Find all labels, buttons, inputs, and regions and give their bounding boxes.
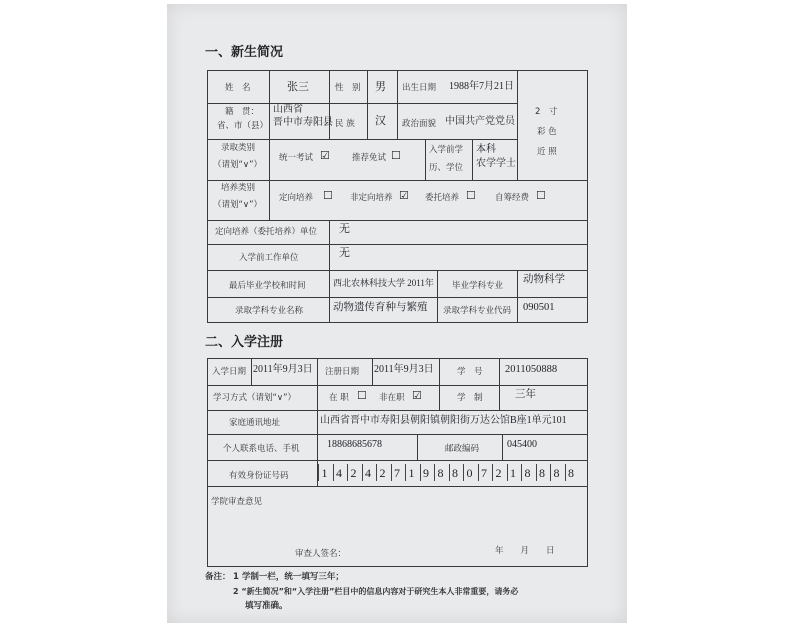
training-option-nondirected: 非定向培养 xyxy=(350,193,393,203)
duration-label: 学 制 xyxy=(457,393,483,403)
id-digit-box: 8 xyxy=(536,464,548,481)
admit-code-value: 090501 xyxy=(523,302,555,313)
ethnicity-label: 民 族 xyxy=(335,119,355,129)
prior-edu-label: 入学前学 xyxy=(429,145,464,155)
id-digit-box: 7 xyxy=(391,464,403,481)
reviewer-signature-label: 审查人签名： xyxy=(295,549,347,559)
id-digit-box: 1 xyxy=(318,464,330,481)
section-title-profile: 一、新生简况 xyxy=(205,45,284,60)
row-divider xyxy=(207,139,517,140)
training-option-commissioned: 委托培养 xyxy=(425,193,460,203)
row-divider xyxy=(207,486,588,487)
row-divider xyxy=(207,103,517,104)
photo-placeholder-text: 2 寸 xyxy=(535,107,558,117)
training-type-label: （请划“∨”） xyxy=(213,200,263,210)
row-divider xyxy=(207,434,588,435)
row-divider xyxy=(207,385,588,386)
checkbox-commissioned[interactable]: ☐ xyxy=(466,190,476,202)
id-number-label: 有效身份证号码 xyxy=(229,471,289,481)
id-digit-box: 2 xyxy=(492,464,504,481)
checkbox-fulltime[interactable]: ☑ xyxy=(412,390,422,402)
postcode-label: 邮政编码 xyxy=(445,444,480,454)
table1-border xyxy=(207,70,208,323)
postcode-value: 045400 xyxy=(507,439,537,450)
col-divider xyxy=(417,434,418,460)
col-divider xyxy=(397,70,398,139)
row-divider xyxy=(207,460,588,461)
politics-value: 中国共产党党员 xyxy=(445,116,515,127)
admit-major-value: 动物遗传育种与繁殖 xyxy=(333,302,428,313)
photo-placeholder-text: 近 照 xyxy=(537,147,557,157)
col-divider xyxy=(517,270,518,322)
col-divider xyxy=(499,385,500,410)
reg-date-value: 2011年9月3日 xyxy=(374,364,434,375)
study-mode-option-inservice: 在 职 xyxy=(329,393,349,403)
table1-border xyxy=(587,70,588,323)
prior-edu-value: 本科 xyxy=(476,144,496,155)
section-title-registration: 二、入学注册 xyxy=(205,335,284,350)
table1-border xyxy=(207,322,588,323)
last-school-value: 西北农林科技大学 2011年 xyxy=(333,278,434,288)
prior-work-value: 无 xyxy=(339,247,350,259)
gender-value: 男 xyxy=(375,81,386,93)
student-no-value: 2011050888 xyxy=(505,364,558,375)
id-digit-box: 8 xyxy=(565,464,577,481)
col-divider xyxy=(437,270,438,322)
phone-label: 个人联系电话、手机 xyxy=(223,444,300,454)
reg-date-label: 注册日期 xyxy=(325,367,360,377)
id-digit-box: 1 xyxy=(507,464,519,481)
row-divider xyxy=(207,410,588,411)
enroll-date-value: 2011年9月3日 xyxy=(253,364,313,375)
phone-value: 18868685678 xyxy=(327,439,382,450)
col-divider xyxy=(439,358,440,385)
study-mode-option-fulltime: 非在职 xyxy=(379,393,405,403)
col-divider xyxy=(472,139,473,180)
id-digit-box: 8 xyxy=(449,464,461,481)
origin-label: 省、市（县） xyxy=(217,121,269,131)
row-divider xyxy=(207,244,588,245)
training-option-directed: 定向培养 xyxy=(279,193,314,203)
id-digit-box: 7 xyxy=(478,464,490,481)
table2-border xyxy=(587,358,588,567)
table2-border xyxy=(207,358,588,359)
id-digit-box: 8 xyxy=(550,464,562,481)
admit-code-label: 录取学科专业代码 xyxy=(443,306,512,316)
grad-major-label: 毕业学科专业 xyxy=(452,281,504,291)
checkbox-exam[interactable]: ☑ xyxy=(320,150,330,162)
col-divider xyxy=(269,70,270,180)
table2-border xyxy=(207,566,588,567)
review-opinion-label: 学院审查意见 xyxy=(211,497,263,507)
gender-label: 性 别 xyxy=(335,83,361,93)
training-option-selffunded: 自筹经费 xyxy=(495,193,530,203)
col-divider xyxy=(367,70,368,139)
note-line-3: 填写准确。 xyxy=(245,601,288,611)
admission-type-label: （请划“∨”） xyxy=(213,160,263,170)
checkbox-directed[interactable]: ☐ xyxy=(323,190,333,202)
id-digit-box: 4 xyxy=(333,464,345,481)
col-divider xyxy=(425,139,426,180)
row-divider xyxy=(207,270,588,271)
col-divider xyxy=(499,358,500,385)
address-label: 家庭通讯地址 xyxy=(229,418,281,428)
col-divider xyxy=(329,70,330,139)
col-divider xyxy=(317,358,318,385)
table2-border xyxy=(207,358,208,567)
checkbox-recommend[interactable]: ☐ xyxy=(391,150,401,162)
origin-value: 晋中市寿阳县 xyxy=(273,117,333,128)
col-divider xyxy=(372,358,373,385)
checkbox-nondirected[interactable]: ☑ xyxy=(399,190,409,202)
origin-label: 籍 贯： xyxy=(225,107,260,117)
col-divider xyxy=(269,180,270,220)
id-digit-box: 4 xyxy=(362,464,374,481)
id-digit-box: 2 xyxy=(347,464,359,481)
row-divider xyxy=(207,297,588,298)
dob-value: 1988年7月21日 xyxy=(449,81,514,92)
prior-work-label: 入学前工作单位 xyxy=(239,253,299,263)
id-digit-box: 8 xyxy=(434,464,446,481)
name-label: 姓 名 xyxy=(225,83,251,93)
admission-option-exam: 统一考试 xyxy=(279,153,314,163)
ethnicity-value: 汉 xyxy=(375,115,386,127)
politics-label: 政治面貌 xyxy=(402,119,437,129)
training-type-label: 培养类别 xyxy=(221,183,256,193)
document-page xyxy=(167,4,627,623)
admission-option-recommend: 推荐免试 xyxy=(352,153,387,163)
origin-value: 山西省 xyxy=(273,104,303,115)
id-digit-box: 2 xyxy=(376,464,388,481)
col-divider xyxy=(329,270,330,322)
directed-unit-value: 无 xyxy=(339,223,350,235)
last-school-label: 最后毕业学校和时间 xyxy=(229,281,306,291)
grad-major-value: 动物科学 xyxy=(523,274,565,285)
duration-value: 三年 xyxy=(515,389,536,400)
id-digit-box: 9 xyxy=(420,464,432,481)
address-value: 山西省晋中市寿阳县朝阳镇朝阳街万达公馆B座1单元101 xyxy=(320,415,567,426)
col-divider xyxy=(251,358,252,385)
note-line-2: 2 “新生简况”和“入学注册”栏目中的信息内容对于研究生本人非常重要，请务必 xyxy=(233,587,519,596)
study-mode-label: 学习方式（请划“∨”） xyxy=(213,393,297,403)
student-no-label: 学 号 xyxy=(457,367,483,377)
notes-prefix: 备注： xyxy=(205,572,231,582)
name-value: 张三 xyxy=(287,81,309,93)
id-digit-box: 0 xyxy=(463,464,475,481)
admit-major-label: 录取学科专业名称 xyxy=(235,306,304,316)
checkbox-selffunded[interactable]: ☐ xyxy=(536,190,546,202)
review-date-label: 年 月 日 xyxy=(495,546,555,556)
col-divider xyxy=(329,220,330,270)
id-digit-box: 1 xyxy=(405,464,417,481)
col-divider xyxy=(439,385,440,410)
id-number-boxes xyxy=(318,464,588,482)
row-divider xyxy=(207,220,588,221)
dob-label: 出生日期 xyxy=(402,83,437,93)
col-divider xyxy=(517,70,518,180)
enroll-date-label: 入学日期 xyxy=(212,367,247,377)
prior-edu-value: 农学学士 xyxy=(476,158,516,169)
photo-placeholder-text: 彩 色 xyxy=(537,127,557,137)
directed-unit-label: 定向培养（委托培养）单位 xyxy=(215,227,318,237)
checkbox-inservice[interactable]: ☐ xyxy=(357,390,367,402)
admission-type-label: 录取类别 xyxy=(221,143,256,153)
id-digit-box: 8 xyxy=(521,464,533,481)
col-divider xyxy=(502,434,503,460)
note-line-1: 1 学制一栏，统一填写三年； xyxy=(233,572,344,582)
row-divider xyxy=(207,180,588,181)
prior-edu-label: 历、学位 xyxy=(429,163,464,173)
